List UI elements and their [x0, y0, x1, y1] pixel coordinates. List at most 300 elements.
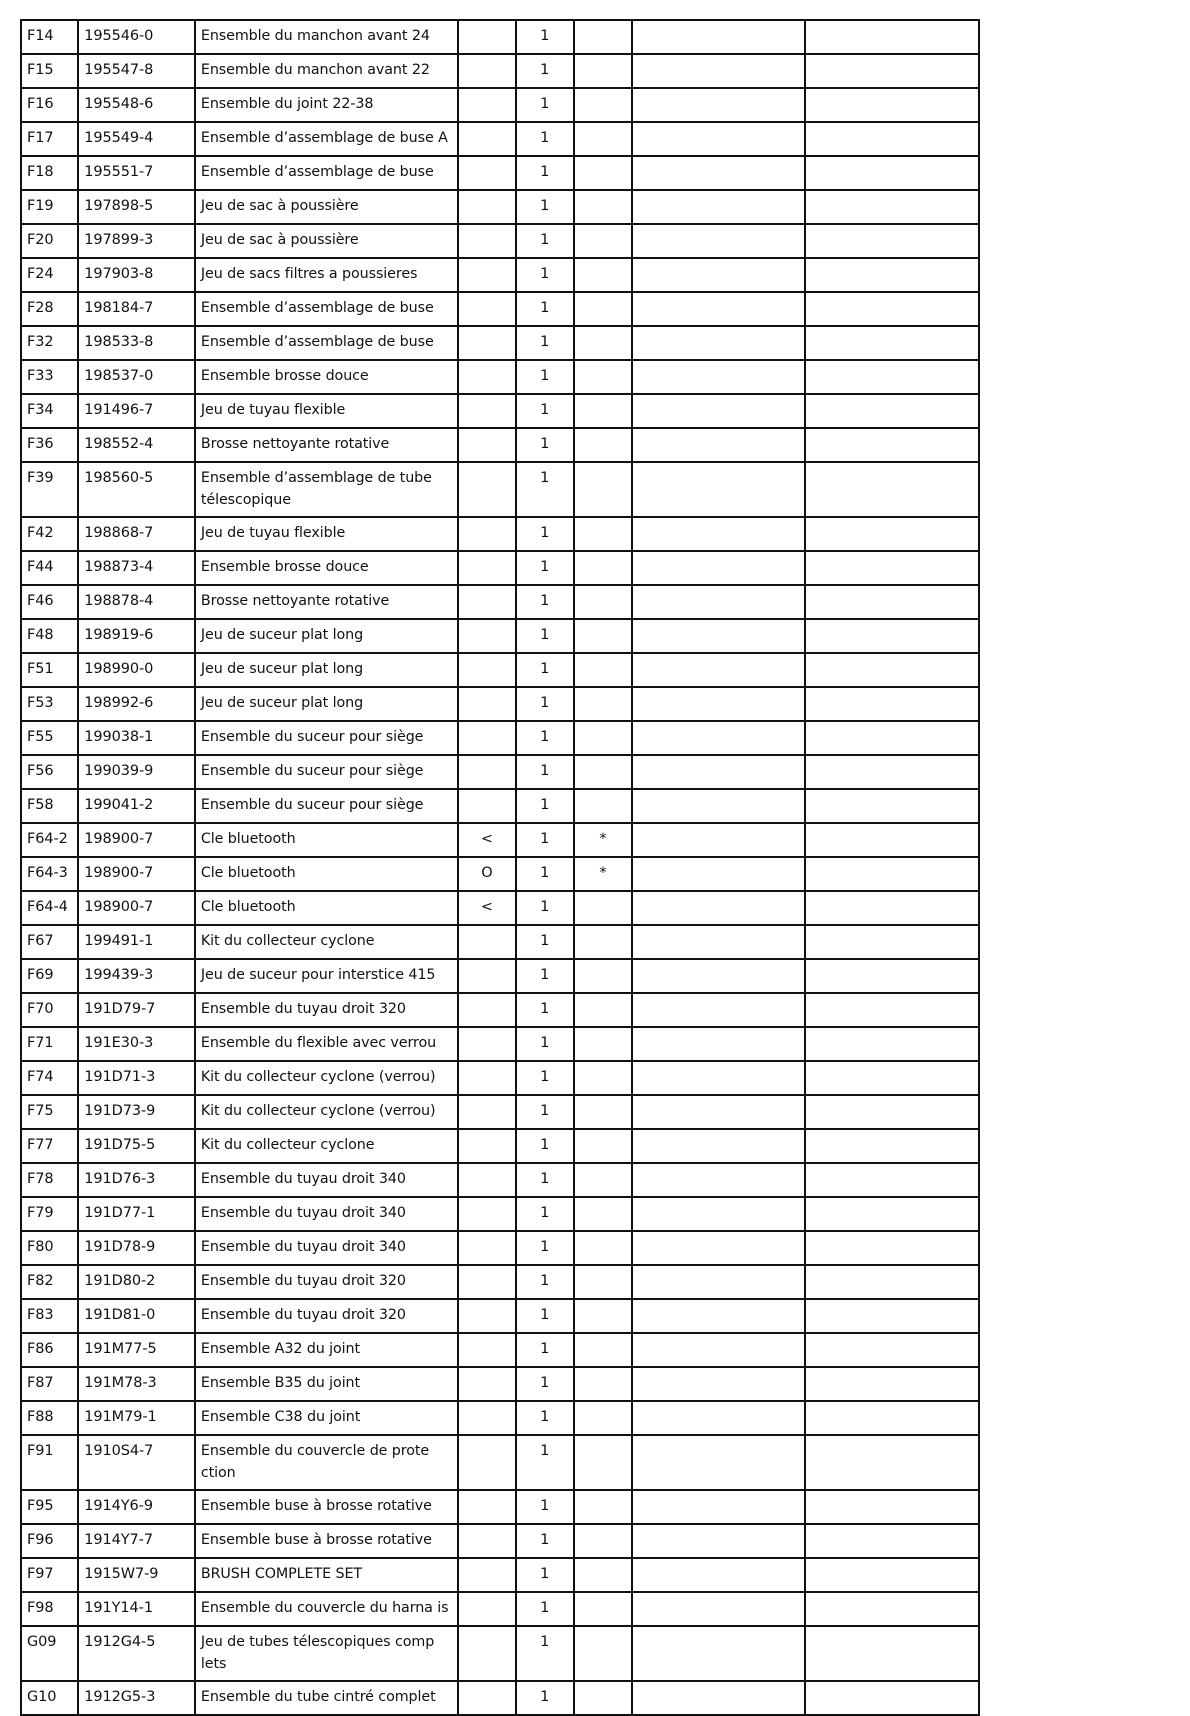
part-number-cell: 199039-9	[78, 755, 195, 789]
blank-cell	[632, 292, 805, 326]
table-row	[21, 156, 979, 190]
description-cell: Ensemble du tuyau droit 320	[195, 993, 458, 1027]
mark-cell	[458, 360, 515, 394]
note-cell	[574, 1490, 632, 1524]
part-number-cell: 198560-5	[78, 462, 195, 517]
blank-cell	[805, 1333, 979, 1367]
part-number-cell: 195546-0	[78, 20, 195, 54]
table-row	[21, 857, 979, 891]
description-cell: Jeu de sac à poussière	[195, 224, 458, 258]
item-number-cell: F64-4	[21, 891, 78, 925]
quantity-cell: 1	[516, 54, 574, 88]
quantity-cell: 1	[516, 394, 574, 428]
quantity-cell: 1	[516, 517, 574, 551]
part-number-cell: 198990-0	[78, 653, 195, 687]
blank-cell	[632, 619, 805, 653]
mark-cell	[458, 721, 515, 755]
item-number-cell: G09	[21, 1626, 78, 1681]
table-row	[21, 122, 979, 156]
blank-cell	[805, 1129, 979, 1163]
blank-cell	[632, 20, 805, 54]
quantity-cell: 1	[516, 1299, 574, 1333]
mark-cell	[458, 653, 515, 687]
blank-cell	[632, 258, 805, 292]
mark-cell	[458, 1265, 515, 1299]
mark-cell	[458, 925, 515, 959]
note-cell	[574, 1163, 632, 1197]
blank-cell	[632, 517, 805, 551]
blank-cell	[805, 721, 979, 755]
mark-cell	[458, 993, 515, 1027]
item-number-cell: F56	[21, 755, 78, 789]
blank-cell	[805, 1490, 979, 1524]
blank-cell	[805, 857, 979, 891]
description-cell: Jeu de suceur plat long	[195, 653, 458, 687]
quantity-cell: 1	[516, 428, 574, 462]
mark-cell	[458, 190, 515, 224]
part-number-cell: 199439-3	[78, 959, 195, 993]
item-number-cell: F24	[21, 258, 78, 292]
note-cell	[574, 1681, 632, 1715]
note-cell	[574, 891, 632, 925]
quantity-cell: 1	[516, 190, 574, 224]
blank-cell	[805, 54, 979, 88]
blank-cell	[632, 1558, 805, 1592]
blank-cell	[805, 292, 979, 326]
part-number-cell: 191D81-0	[78, 1299, 195, 1333]
quantity-cell: 1	[516, 1681, 574, 1715]
table-row	[21, 789, 979, 823]
table-row	[21, 687, 979, 721]
mark-cell	[458, 122, 515, 156]
table-row	[21, 394, 979, 428]
part-number-cell: 191D77-1	[78, 1197, 195, 1231]
item-number-cell: F33	[21, 360, 78, 394]
item-number-cell: F32	[21, 326, 78, 360]
quantity-cell: 1	[516, 1524, 574, 1558]
blank-cell	[805, 20, 979, 54]
table-row	[21, 1129, 979, 1163]
item-number-cell: F87	[21, 1367, 78, 1401]
blank-cell	[632, 1265, 805, 1299]
blank-cell	[805, 1401, 979, 1435]
mark-cell	[458, 1129, 515, 1163]
part-number-cell: 198552-4	[78, 428, 195, 462]
item-number-cell: F51	[21, 653, 78, 687]
item-number-cell: F79	[21, 1197, 78, 1231]
description-cell: Ensemble buse à brosse rotative	[195, 1490, 458, 1524]
note-cell	[574, 1367, 632, 1401]
note-cell	[574, 1265, 632, 1299]
table-row	[21, 959, 979, 993]
blank-cell	[632, 224, 805, 258]
note-cell	[574, 462, 632, 517]
description-cell: BRUSH COMPLETE SET	[195, 1558, 458, 1592]
table-row	[21, 1027, 979, 1061]
blank-cell	[805, 619, 979, 653]
quantity-cell: 1	[516, 857, 574, 891]
note-cell	[574, 755, 632, 789]
quantity-cell: 1	[516, 1265, 574, 1299]
mark-cell	[458, 1558, 515, 1592]
table-row	[21, 428, 979, 462]
part-number-cell: 198184-7	[78, 292, 195, 326]
part-number-cell: 197898-5	[78, 190, 195, 224]
description-cell: Ensemble du suceur pour siège	[195, 789, 458, 823]
item-number-cell: F78	[21, 1163, 78, 1197]
part-number-cell: 195548-6	[78, 88, 195, 122]
note-cell	[574, 789, 632, 823]
blank-cell	[632, 88, 805, 122]
mark-cell	[458, 156, 515, 190]
item-number-cell: F15	[21, 54, 78, 88]
quantity-cell: 1	[516, 1558, 574, 1592]
mark-cell	[458, 428, 515, 462]
description-cell: Cle bluetooth	[195, 823, 458, 857]
item-number-cell: F17	[21, 122, 78, 156]
table-row	[21, 653, 979, 687]
blank-cell	[632, 925, 805, 959]
table-row	[21, 1524, 979, 1558]
note-cell	[574, 326, 632, 360]
mark-cell	[458, 619, 515, 653]
mark-cell	[458, 517, 515, 551]
blank-cell	[632, 891, 805, 925]
blank-cell	[805, 1095, 979, 1129]
blank-cell	[632, 993, 805, 1027]
quantity-cell: 1	[516, 755, 574, 789]
description-cell: Jeu de tubes télescopiques comp lets	[195, 1626, 458, 1681]
quantity-cell: 1	[516, 653, 574, 687]
mark-cell	[458, 1626, 515, 1681]
blank-cell	[805, 1027, 979, 1061]
blank-cell	[805, 1197, 979, 1231]
note-cell	[574, 190, 632, 224]
quantity-cell: 1	[516, 585, 574, 619]
blank-cell	[805, 585, 979, 619]
blank-cell	[632, 190, 805, 224]
quantity-cell: 1	[516, 1333, 574, 1367]
part-number-cell: 191D71-3	[78, 1061, 195, 1095]
part-number-cell: 195551-7	[78, 156, 195, 190]
item-number-cell: F18	[21, 156, 78, 190]
note-cell	[574, 1592, 632, 1626]
mark-cell	[458, 755, 515, 789]
blank-cell	[805, 1592, 979, 1626]
description-cell: Jeu de suceur plat long	[195, 619, 458, 653]
item-number-cell: F97	[21, 1558, 78, 1592]
description-cell: Jeu de suceur pour interstice 415	[195, 959, 458, 993]
blank-cell	[805, 1299, 979, 1333]
blank-cell	[805, 394, 979, 428]
blank-cell	[805, 156, 979, 190]
description-cell: Ensemble du tube cintré complet	[195, 1681, 458, 1715]
item-number-cell: F36	[21, 428, 78, 462]
description-cell: Ensemble du couvercle de prote ction	[195, 1435, 458, 1490]
item-number-cell: F83	[21, 1299, 78, 1333]
item-number-cell: G10	[21, 1681, 78, 1715]
item-number-cell: F64-2	[21, 823, 78, 857]
note-cell	[574, 551, 632, 585]
mark-cell	[458, 1197, 515, 1231]
item-number-cell: F74	[21, 1061, 78, 1095]
table-row	[21, 823, 979, 857]
description-cell: Jeu de tuyau flexible	[195, 394, 458, 428]
item-number-cell: F46	[21, 585, 78, 619]
description-cell: Ensemble C38 du joint	[195, 1401, 458, 1435]
description-cell: Jeu de sac à poussière	[195, 190, 458, 224]
note-cell	[574, 88, 632, 122]
table-row	[21, 1490, 979, 1524]
blank-cell	[805, 1231, 979, 1265]
table-row	[21, 619, 979, 653]
blank-cell	[805, 993, 979, 1027]
part-number-cell: 198992-6	[78, 687, 195, 721]
mark-cell	[458, 687, 515, 721]
table-row	[21, 462, 979, 517]
table-row	[21, 1435, 979, 1490]
table-row	[21, 1401, 979, 1435]
note-cell	[574, 1558, 632, 1592]
table-row	[21, 1681, 979, 1715]
description-cell: Ensemble d’assemblage de tube télescopique	[195, 462, 458, 517]
blank-cell	[632, 1129, 805, 1163]
blank-cell	[632, 1367, 805, 1401]
table-row	[21, 54, 979, 88]
mark-cell	[458, 1681, 515, 1715]
quantity-cell: 1	[516, 88, 574, 122]
description-cell: Ensemble d’assemblage de buse	[195, 326, 458, 360]
note-cell: *	[574, 823, 632, 857]
quantity-cell: 1	[516, 1490, 574, 1524]
part-number-cell: 191D78-9	[78, 1231, 195, 1265]
part-number-cell: 1915W7-9	[78, 1558, 195, 1592]
quantity-cell: 1	[516, 360, 574, 394]
mark-cell	[458, 1095, 515, 1129]
table-row	[21, 993, 979, 1027]
blank-cell	[805, 326, 979, 360]
description-cell: Kit du collecteur cyclone	[195, 1129, 458, 1163]
blank-cell	[805, 1367, 979, 1401]
blank-cell	[805, 1626, 979, 1681]
item-number-cell: F88	[21, 1401, 78, 1435]
mark-cell	[458, 1061, 515, 1095]
quantity-cell: 1	[516, 891, 574, 925]
part-number-cell: 198868-7	[78, 517, 195, 551]
table-row	[21, 1626, 979, 1681]
blank-cell	[805, 360, 979, 394]
part-number-cell: 191496-7	[78, 394, 195, 428]
note-cell	[574, 619, 632, 653]
part-number-cell: 1912G4-5	[78, 1626, 195, 1681]
note-cell	[574, 394, 632, 428]
quantity-cell: 1	[516, 292, 574, 326]
mark-cell	[458, 1027, 515, 1061]
blank-cell	[632, 1333, 805, 1367]
blank-cell	[805, 755, 979, 789]
blank-cell	[632, 394, 805, 428]
part-number-cell: 191D75-5	[78, 1129, 195, 1163]
blank-cell	[805, 224, 979, 258]
note-cell	[574, 1401, 632, 1435]
mark-cell	[458, 394, 515, 428]
note-cell	[574, 1027, 632, 1061]
description-cell: Ensemble du manchon avant 24	[195, 20, 458, 54]
mark-cell	[458, 1367, 515, 1401]
description-cell: Jeu de tuyau flexible	[195, 517, 458, 551]
part-number-cell: 195549-4	[78, 122, 195, 156]
mark-cell	[458, 1592, 515, 1626]
blank-cell	[632, 653, 805, 687]
table-row	[21, 585, 979, 619]
item-number-cell: F28	[21, 292, 78, 326]
mark-cell	[458, 20, 515, 54]
part-number-cell: 191D79-7	[78, 993, 195, 1027]
part-number-cell: 195547-8	[78, 54, 195, 88]
item-number-cell: F48	[21, 619, 78, 653]
quantity-cell: 1	[516, 993, 574, 1027]
table-row	[21, 1367, 979, 1401]
note-cell	[574, 1231, 632, 1265]
description-cell: Jeu de sacs filtres a poussieres	[195, 258, 458, 292]
table-row	[21, 1592, 979, 1626]
quantity-cell: 1	[516, 789, 574, 823]
part-number-cell: 191D76-3	[78, 1163, 195, 1197]
quantity-cell: 1	[516, 1367, 574, 1401]
mark-cell	[458, 462, 515, 517]
note-cell	[574, 585, 632, 619]
note-cell	[574, 517, 632, 551]
item-number-cell: F98	[21, 1592, 78, 1626]
item-number-cell: F53	[21, 687, 78, 721]
item-number-cell: F91	[21, 1435, 78, 1490]
description-cell: Ensemble du flexible avec verrou	[195, 1027, 458, 1061]
description-cell: Ensemble buse à brosse rotative	[195, 1524, 458, 1558]
table-row	[21, 1299, 979, 1333]
table-row	[21, 1265, 979, 1299]
description-cell: Ensemble B35 du joint	[195, 1367, 458, 1401]
table-row	[21, 258, 979, 292]
blank-cell	[632, 551, 805, 585]
part-number-cell: 191M79-1	[78, 1401, 195, 1435]
blank-cell	[805, 1163, 979, 1197]
blank-cell	[805, 1558, 979, 1592]
item-number-cell: F80	[21, 1231, 78, 1265]
mark-cell	[458, 1163, 515, 1197]
table-row	[21, 1095, 979, 1129]
item-number-cell: F19	[21, 190, 78, 224]
blank-cell	[632, 1490, 805, 1524]
blank-cell	[632, 857, 805, 891]
blank-cell	[632, 326, 805, 360]
part-number-cell: 191D80-2	[78, 1265, 195, 1299]
blank-cell	[805, 122, 979, 156]
part-number-cell: 198537-0	[78, 360, 195, 394]
mark-cell	[458, 1299, 515, 1333]
part-number-cell: 199491-1	[78, 925, 195, 959]
part-number-cell: 198900-7	[78, 891, 195, 925]
table-row	[21, 1333, 979, 1367]
description-cell: Cle bluetooth	[195, 857, 458, 891]
quantity-cell: 1	[516, 959, 574, 993]
part-number-cell: 198533-8	[78, 326, 195, 360]
parts-table	[20, 19, 980, 1716]
blank-cell	[632, 1681, 805, 1715]
part-number-cell: 197903-8	[78, 258, 195, 292]
description-cell: Ensemble d’assemblage de buse	[195, 156, 458, 190]
description-cell: Ensemble brosse douce	[195, 360, 458, 394]
mark-cell	[458, 292, 515, 326]
blank-cell	[632, 721, 805, 755]
mark-cell	[458, 1401, 515, 1435]
blank-cell	[805, 823, 979, 857]
note-cell	[574, 721, 632, 755]
item-number-cell: F39	[21, 462, 78, 517]
table-row	[21, 224, 979, 258]
blank-cell	[805, 190, 979, 224]
blank-cell	[805, 88, 979, 122]
table-row	[21, 721, 979, 755]
mark-cell	[458, 224, 515, 258]
blank-cell	[805, 789, 979, 823]
mark-cell	[458, 1231, 515, 1265]
table-row	[21, 891, 979, 925]
blank-cell	[632, 462, 805, 517]
part-number-cell: 1914Y6-9	[78, 1490, 195, 1524]
mark-cell	[458, 959, 515, 993]
note-cell: *	[574, 857, 632, 891]
table-row	[21, 925, 979, 959]
blank-cell	[632, 1401, 805, 1435]
quantity-cell: 1	[516, 925, 574, 959]
description-cell: Ensemble du suceur pour siège	[195, 755, 458, 789]
mark-cell: <	[458, 891, 515, 925]
mark-cell	[458, 258, 515, 292]
note-cell	[574, 54, 632, 88]
blank-cell	[632, 1061, 805, 1095]
blank-cell	[632, 755, 805, 789]
item-number-cell: F14	[21, 20, 78, 54]
part-number-cell: 1910S4-7	[78, 1435, 195, 1490]
blank-cell	[632, 1592, 805, 1626]
part-number-cell: 198900-7	[78, 857, 195, 891]
part-number-cell: 191E30-3	[78, 1027, 195, 1061]
blank-cell	[632, 789, 805, 823]
note-cell	[574, 1061, 632, 1095]
description-cell: Ensemble du tuyau droit 340	[195, 1197, 458, 1231]
quantity-cell: 1	[516, 1435, 574, 1490]
item-number-cell: F77	[21, 1129, 78, 1163]
note-cell	[574, 258, 632, 292]
blank-cell	[805, 687, 979, 721]
part-number-cell: 199041-2	[78, 789, 195, 823]
quantity-cell: 1	[516, 326, 574, 360]
item-number-cell: F55	[21, 721, 78, 755]
note-cell	[574, 1435, 632, 1490]
blank-cell	[805, 891, 979, 925]
note-cell	[574, 428, 632, 462]
item-number-cell: F67	[21, 925, 78, 959]
item-number-cell: F86	[21, 1333, 78, 1367]
note-cell	[574, 224, 632, 258]
blank-cell	[805, 1524, 979, 1558]
item-number-cell: F82	[21, 1265, 78, 1299]
table-row	[21, 517, 979, 551]
description-cell: Ensemble brosse douce	[195, 551, 458, 585]
part-number-cell: 198873-4	[78, 551, 195, 585]
blank-cell	[805, 959, 979, 993]
description-cell: Ensemble d’assemblage de buse	[195, 292, 458, 326]
